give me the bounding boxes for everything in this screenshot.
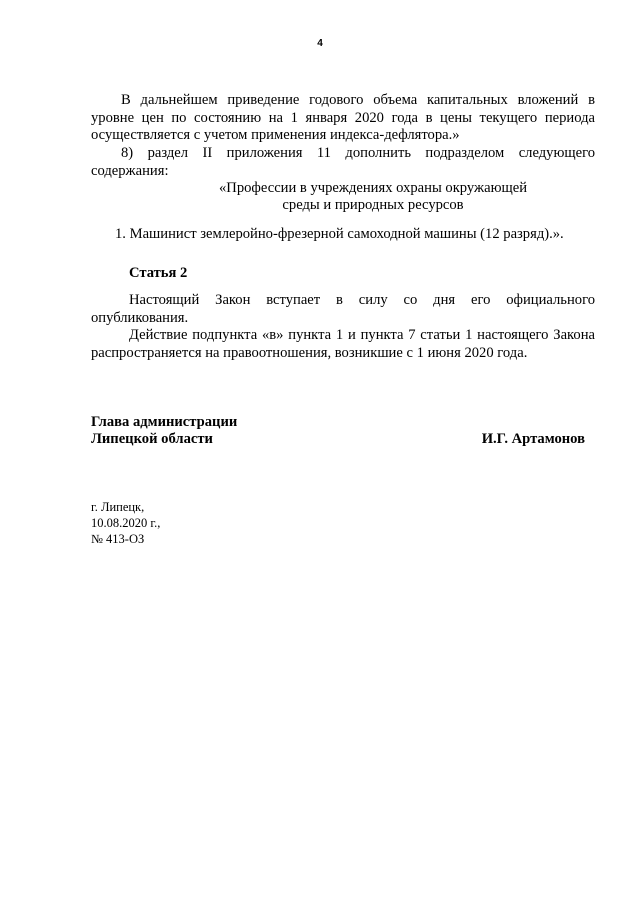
footer-law-number: № 413-ОЗ (91, 532, 145, 546)
footer-city: г. Липецк, (91, 500, 145, 514)
list-item-profession: 1. Машинист землеройно-фрезерной самоходной машины (12 разряд).». (115, 226, 564, 242)
page-number: 4 (317, 38, 323, 49)
signature-title-line-2: Липецкой области (91, 431, 213, 447)
paragraph-capital-investments: В дальнейшем приведение годового объема капитальных вложений в уровне цен по состоянию на 1 января 2020 года в цены текущего периода осуществляется с учетом применения индекса-дефлятора.» (91, 92, 595, 143)
subsection-title-line-2: среды и природных ресурсов (282, 197, 464, 213)
footer-date: 10.08.2020 г., (91, 516, 161, 530)
paragraph-section-addition: 8) раздел II приложения 11 дополнить подразделом следующего содержания: (91, 145, 595, 179)
paragraph-law-applies: Действие подпункта «в» пункта 1 и пункта 7 статьи 1 настоящего Закона распространяется на правоотношения, возникшие с 1 июня 2020 года. (91, 327, 595, 361)
signature-row (91, 431, 585, 449)
article-heading: Статья 2 (129, 265, 188, 281)
subsection-title-line-1: «Профессии в учреждениях охраны окружающей (218, 180, 527, 196)
signature-title-line-1: Глава администрации (91, 414, 238, 430)
paragraph-law-effective: Настоящий Закон вступает в силу со дня его официального опубликования. (91, 292, 595, 326)
signatory-name: И.Г. Артамонов (481, 431, 585, 447)
